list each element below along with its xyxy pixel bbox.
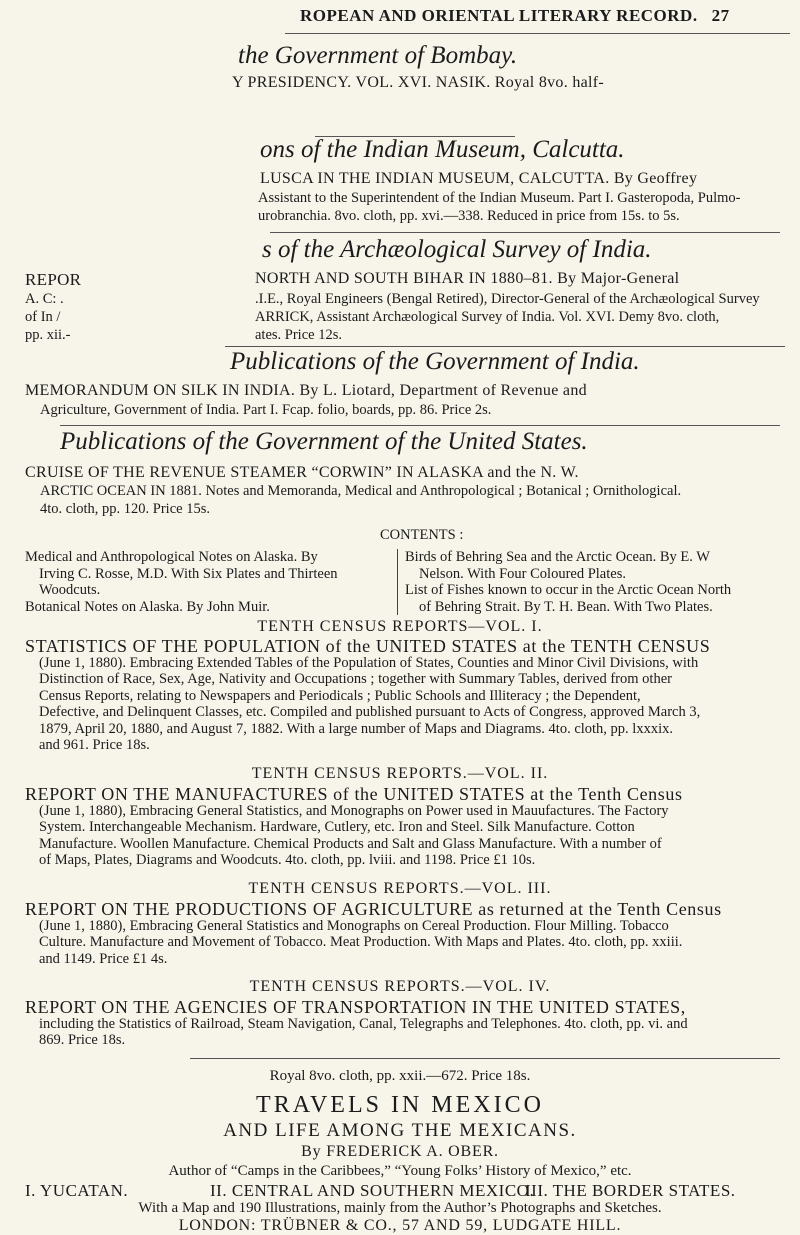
contents-item: Nelson. With Four Coloured Plates.	[419, 565, 626, 582]
census-1-line: (June 1, 1880). Embracing Extended Tables of the Population of States, Counties and Minor Civil Divisions, with	[39, 654, 699, 671]
census-1-subhead: TENTH CENSUS REPORTS—VOL. I.	[257, 618, 543, 635]
contents-item: Irving C. Rosse, M.D. With Six Plates and Thirteen	[39, 565, 338, 582]
mexico-title: TRAVELS IN MEXICO	[256, 1092, 544, 1118]
survey-heading: s of the Archæological Survey of India.	[262, 236, 652, 263]
census-4-subhead: TENTH CENSUS REPORTS.—VOL. IV.	[249, 978, 551, 995]
census-3-subhead: TENTH CENSUS REPORTS.—VOL. III.	[248, 880, 552, 897]
us-line-3: 4to. cloth, pp. 120. Price 15s.	[40, 501, 210, 517]
census-2-line: Manufacture. Woollen Manufacture. Chemical Products and Salt and Glass Manufacture. With a number of	[39, 835, 662, 852]
survey-line-4a: pp. xii.-	[25, 327, 71, 343]
census-3-line: Culture. Manufacture and Movement of Tobacco. Meat Production. With Maps and Plates. 4to. cloth, pp. xxiii.	[39, 934, 683, 950]
survey-line-3a: of In /	[25, 309, 61, 325]
census-1-line: 1879, April 20, 1880, and August 7, 1882. With a large number of Maps and Diagrams. 4to. cloth, pp. lxxxix.	[39, 720, 673, 737]
survey-line-4b: ates. Price 12s.	[255, 327, 342, 343]
us-line-2: ARCTIC OCEAN IN 1881. Notes and Memoranda, Medical and Anthropological ; Botanical ; Ornithological.	[40, 483, 682, 499]
india-heading: Publications of the Government of India.	[230, 348, 640, 375]
us-heading: Publications of the Government of the United States.	[60, 428, 588, 455]
census-4-line: REPORT ON THE AGENCIES OF TRANSPORTATION IN THE UNITED STATES,	[25, 997, 686, 1017]
census-2-line: of Maps, Plates, Diagrams and Woodcuts. 4to. cloth, pp. lviii. and 1198. Price £1 10s.	[39, 852, 536, 868]
mexico-subtitle: AND LIFE AMONG THE MEXICANS.	[223, 1120, 577, 1141]
contents-item: Woodcuts.	[39, 582, 101, 598]
census-4-line: 869. Price 18s.	[39, 1032, 126, 1048]
census-4-entry	[25, 999, 795, 1049]
mexico-part-2: II. CENTRAL AND SOUTHERN MEXICO.	[210, 1181, 535, 1200]
contents-item: Medical and Anthropological Notes on Alaska. By	[25, 549, 318, 565]
mexico-part-3: III. THE BORDER STATES.	[525, 1181, 736, 1200]
census-2-subhead: TENTH CENSUS REPORTS.—VOL. II.	[251, 765, 549, 782]
survey-line-2a: A. C: .	[25, 291, 64, 307]
museum-heading: ons of the Indian Museum, Calcutta.	[260, 136, 625, 163]
section-rule	[190, 1058, 780, 1059]
mexico-part-1: I. YUCATAN.	[25, 1181, 129, 1200]
mexico-price-line: Royal 8vo. cloth, pp. xxii.—672. Price 18s.	[269, 1068, 531, 1084]
museum-line-1: LUSCA IN THE INDIAN MUSEUM, CALCUTTA. By Geoffrey	[260, 170, 698, 187]
census-2-line: System. Interchangeable Mechanism. Hardware, Cutlery, etc. Iron and Steel. Silk Manufacture. Cotton	[39, 819, 635, 835]
census-2-line: (June 1, 1880), Embracing General Statistics, and Monographs on Power used in Mauufactures. The Factory	[39, 802, 669, 819]
survey-line-2b: .I.E., Royal Engineers (Bengal Retired), Director-General of the Archæological Survey	[255, 291, 760, 307]
contents-item: of Behring Strait. By T. H. Bean. With Two Plates.	[419, 598, 713, 615]
museum-line-2: Assistant to the Superintendent of the Indian Museum. Part I. Gasteropoda, Pulmo-	[258, 190, 741, 206]
census-1-line: STATISTICS OF THE POPULATION of the UNITED STATES at the TENTH CENSUS	[25, 636, 711, 656]
census-1-line: Census Reports, relating to Newspapers and Periodicals ; Public Schools and Illiteracy ; the Dependent,	[39, 687, 641, 704]
mexico-illustrations: With a Map and 190 Illustrations, mainly from the Author’s Photographs and Sketches.	[138, 1200, 662, 1216]
section-rule	[225, 346, 785, 347]
census-3-line: REPORT ON THE PRODUCTIONS OF AGRICULTURE as returned at the Tenth Census	[25, 899, 722, 919]
section-rule	[270, 232, 780, 233]
survey-line-1a: REPOR	[25, 270, 82, 289]
census-3-line: (June 1, 1880), Embracing General Statistics and Monographs on Cereal Production. Flour Milling. Tobacco	[39, 917, 669, 934]
contents-item: Botanical Notes on Alaska. By John Muir.	[25, 598, 270, 615]
page-number: 27	[711, 6, 730, 25]
india-line-2: Agriculture, Government of India. Part I. Fcap. folio, boards, pp. 86. Price 2s.	[40, 402, 492, 418]
census-1-line: and 961. Price 18s.	[39, 737, 150, 753]
contents-label: CONTENTS :	[380, 527, 464, 543]
contents-right-column	[405, 549, 790, 615]
header-title: ROPEAN AND ORIENTAL LITERARY RECORD.	[300, 6, 698, 25]
census-1-entry	[25, 638, 795, 754]
running-header	[300, 6, 730, 26]
survey-line-1b: NORTH AND SOUTH BIHAR IN 1880–81. By Major-General	[255, 270, 680, 287]
mexico-author-note: Author of “Camps in the Caribbees,” “Young Folks’ History of Mexico,” etc.	[168, 1163, 632, 1179]
bombay-heading: the Government of Bombay.	[238, 42, 518, 69]
imprint: LONDON: TRÜBNER & CO., 57 AND 59, LUDGATE HILL.	[178, 1217, 622, 1234]
museum-line-3: urobranchia. 8vo. cloth, pp. xvi.—338. Reduced in price from 15s. to 5s.	[258, 208, 680, 224]
bombay-line: Y PRESIDENCY. VOL. XVI. NASIK. Royal 8vo. half-	[232, 74, 605, 91]
census-2-entry	[25, 786, 795, 869]
census-2-line: REPORT ON THE MANUFACTURES of the UNITED STATES at the Tenth Census	[25, 784, 683, 804]
india-line-1: MEMORANDUM ON SILK IN INDIA. By L. Liotard, Department of Revenue and	[25, 382, 587, 399]
header-rule	[285, 33, 790, 34]
contents-left-column	[25, 549, 390, 615]
census-3-entry	[25, 901, 795, 967]
census-1-line: Defective, and Delinquent Classes, etc. Compiled and published pursuant to Acts of Congress, approved March 3,	[39, 704, 701, 720]
census-3-line: and 1149. Price £1 4s.	[39, 950, 168, 967]
contents-item: Birds of Behring Sea and the Arctic Ocean. By E. W	[405, 549, 710, 565]
census-4-line: including the Statistics of Railroad, Steam Navigation, Canal, Telegraphs and Telephones. 4to. cloth, pp. vi. and	[39, 1015, 688, 1032]
mexico-author: By FREDERICK A. OBER.	[301, 1143, 499, 1160]
section-rule	[60, 425, 780, 426]
survey-line-3b: ARRICK, Assistant Archæological Survey of India. Vol. XVI. Demy 8vo. cloth,	[255, 309, 720, 325]
contents-item: List of Fishes known to occur in the Arctic Ocean North	[405, 582, 732, 598]
census-1-line: Distinction of Race, Sex, Age, Nativity and Occupations ; together with Summary Tables, derived from other	[39, 671, 672, 687]
column-divider	[397, 549, 398, 615]
us-line-1: CRUISE OF THE REVENUE STEAMER “CORWIN” IN ALASKA and the N. W.	[25, 464, 579, 481]
